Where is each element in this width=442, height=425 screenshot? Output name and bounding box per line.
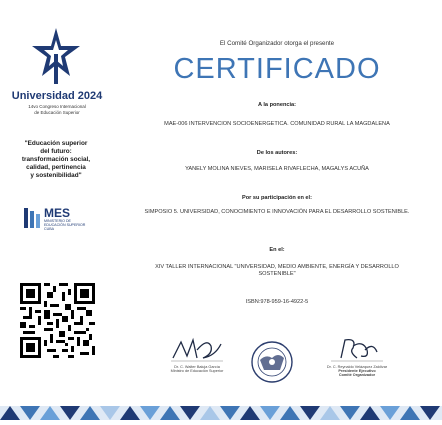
venue-label: En el: [269, 247, 285, 253]
signature-right-role-1: Presidente Ejecutivo [338, 369, 376, 373]
signature-right [302, 336, 412, 377]
official-seal-icon [250, 340, 294, 384]
certificate-intro: El Comité Organizador otorga el presente [219, 40, 335, 47]
participation-label: Por su participación en el: [242, 195, 312, 201]
signature-right-name: Dr. C. Reynaldo Velázquez Zaldívar [326, 365, 388, 369]
mes-full-name: MINISTERIO DE EDUCACIÓN SUPERIOR CUBA [44, 219, 86, 232]
certificate-title: CERTIFICADO [173, 53, 381, 85]
mes-acronym: MES [44, 206, 71, 220]
venue-value: XIV TALLER INTERNACIONAL "UNIVERSIDAD, MEDIO AMBIENTE, ENERGÍA Y DESARROLLO SOSTENIBLE" [155, 264, 399, 278]
authors-value: YANELY MOLINA NIEVES, MARISELA RIVAFLECHA, MAGALYS ACUÑA [185, 166, 369, 172]
left-column [0, 0, 112, 425]
star-logo-icon [30, 26, 82, 86]
signature-right-scribble-icon [327, 336, 387, 364]
signature-left-scribble-icon [167, 336, 227, 364]
event-subtitle [4, 104, 110, 115]
paper-value: MAE-006 INTERVENCION SOCIOENERGETICA. COMUNIDAD RURAL LA MAGDALENA [164, 121, 390, 127]
signature-left-role: Ministro de Educación Superior [170, 369, 224, 373]
event-motto: "Educación superior del futuro: transformación social, calidad, pertinencia y sostenibilidad" [21, 140, 91, 179]
isbn: ISBN:978-959-16-4922-5 [245, 299, 309, 305]
signatures [112, 336, 442, 384]
mes-emblem-icon [24, 206, 42, 230]
qr-code [20, 283, 95, 358]
mes-logo [24, 206, 94, 232]
signature-left-name: Dr. C. Walter Baluja García [174, 365, 220, 369]
event-subtitle-line2: de Educación Superior [34, 109, 80, 115]
paper-label: A la ponencia: [257, 102, 297, 108]
authors-label: De los autores: [256, 150, 298, 156]
event-subtitle-line1: 14vo Congreso Internacional [28, 104, 86, 109]
decorative-bottom-band [0, 406, 442, 420]
event-name: Universidad 2024 [11, 90, 103, 102]
participation-value: SIMPOSIO 5. UNIVERSIDAD, CONOCIMIENTO E INNOVACIÓN PARA EL DESARROLLO SOSTENIBLE. [144, 209, 410, 215]
signature-right-role-2: Comité Organizador [338, 373, 376, 377]
signature-left [142, 336, 252, 373]
